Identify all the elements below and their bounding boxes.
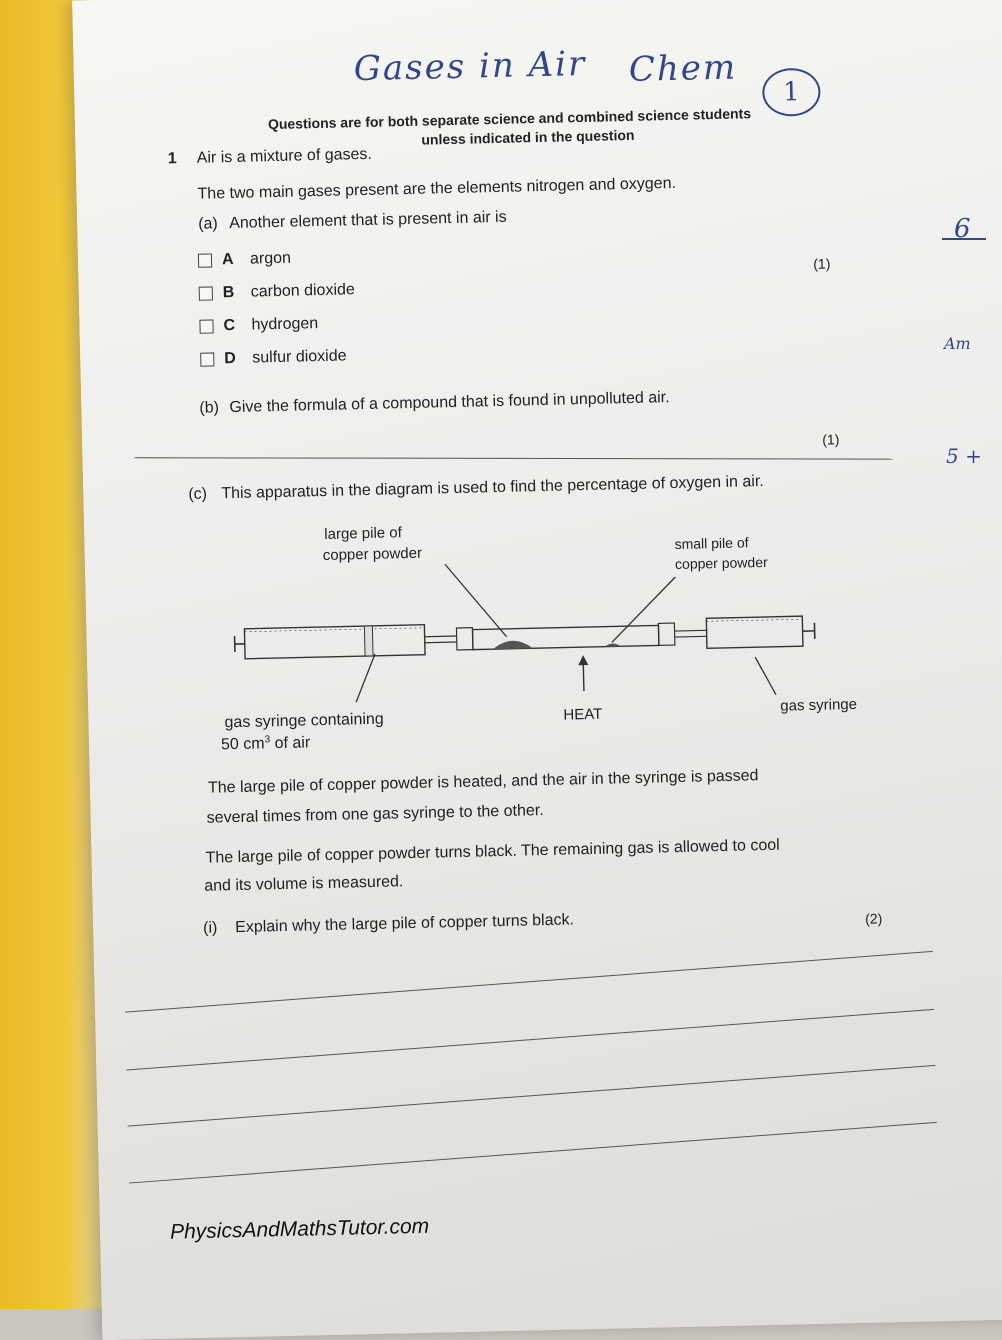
small-copper-pile xyxy=(605,643,621,646)
part-a-label: (a) xyxy=(198,215,218,233)
footer-site: PhysicsAndMathsTutor.com xyxy=(170,1215,430,1245)
part-c-label: (c) xyxy=(188,486,207,504)
header-line-2: unless indicated in the question xyxy=(421,127,634,148)
option-d-letter: D xyxy=(224,350,242,368)
part-b-answer-line[interactable] xyxy=(134,457,892,459)
option-b-checkbox[interactable] xyxy=(199,286,213,300)
margin-score: 6 xyxy=(954,214,971,244)
option-d-text: sulfur dioxide xyxy=(252,347,347,367)
answer-line-1[interactable] xyxy=(125,951,933,1013)
option-c[interactable] xyxy=(199,315,318,336)
margin-score-underline xyxy=(942,238,986,240)
page-number-circle xyxy=(762,68,821,117)
question-intro-2: The two main gases present are the elements nitrogen and oxygen. xyxy=(197,175,676,204)
paragraph-1-line-1: The large pile of copper powder is heated, and the air in the syringe is passed xyxy=(208,767,759,797)
option-a-text: argon xyxy=(250,250,291,269)
option-b[interactable] xyxy=(199,281,355,303)
option-a-checkbox[interactable] xyxy=(198,253,212,267)
option-c-letter: C xyxy=(223,317,241,335)
label-left-syringe-line2: 50 $cm^3$ of air xyxy=(221,733,311,753)
label-large-pile-line1: large pile of xyxy=(324,524,403,543)
label-right-syringe: gas syringe xyxy=(780,696,857,715)
handwritten-title: Gases in Air xyxy=(353,44,586,89)
option-d[interactable] xyxy=(200,347,347,368)
option-b-letter: B xyxy=(223,284,241,302)
handwritten-subject: Chem xyxy=(628,47,737,89)
answer-line-4[interactable] xyxy=(129,1122,937,1184)
sub-i-text: Explain why the large pile of copper turns black. xyxy=(235,911,574,937)
header-line-1: Questions are for both separate science and combined science students xyxy=(268,105,751,132)
worksheet-page xyxy=(72,0,1002,1340)
sub-i-label: (i) xyxy=(203,919,218,937)
label-small-pile-line2: copper powder xyxy=(675,554,768,572)
sub-i-marks: (2) xyxy=(865,910,882,926)
option-d-checkbox[interactable] xyxy=(200,352,214,366)
question-intro: Air is a mixture of gases. xyxy=(197,146,373,168)
margin-mark: 5 + xyxy=(946,444,982,468)
pointer-small-pile xyxy=(610,577,676,642)
option-a-letter: A xyxy=(222,251,240,269)
label-large-pile-line2: copper powder xyxy=(323,545,423,564)
question-number: 1 xyxy=(168,150,177,168)
label-left-syringe-line1: gas syringe containing xyxy=(224,711,384,732)
page-number: 1 xyxy=(783,77,800,107)
large-copper-pile xyxy=(493,640,533,649)
label-heat: HEAT xyxy=(563,706,602,724)
reaction-tube xyxy=(472,625,658,649)
part-a-marks: (1) xyxy=(813,255,830,271)
pointer-large-pile xyxy=(445,563,507,638)
option-c-text: hydrogen xyxy=(251,315,318,335)
option-a[interactable] xyxy=(198,250,291,270)
answer-line-2[interactable] xyxy=(126,1009,934,1071)
part-c-text: This apparatus in the diagram is used to find the percentage of oxygen in air. xyxy=(221,473,764,503)
part-b-text: Give the formula of a compound that is found in unpolluted air. xyxy=(229,389,670,417)
paragraph-1-line-2: several times from one gas syringe to the other. xyxy=(207,802,544,828)
left-gas-syringe xyxy=(234,624,473,659)
pointer-left-syringe xyxy=(355,654,376,702)
part-a-text: Another element that is present in air is xyxy=(229,209,507,233)
part-b-label: (b) xyxy=(199,399,219,417)
right-gas-syringe xyxy=(658,616,815,650)
paragraph-2-line-1: The large pile of copper powder turns black. The remaining gas is allowed to cool xyxy=(205,837,780,868)
part-b-marks: (1) xyxy=(822,431,839,447)
apparatus-diagram xyxy=(204,502,889,757)
label-small-pile-line1: small pile of xyxy=(674,534,748,552)
margin-note: Am xyxy=(944,334,971,353)
pointer-right-syringe xyxy=(755,657,776,695)
paragraph-2-line-2: and its volume is measured. xyxy=(204,873,404,896)
answer-line-3[interactable] xyxy=(128,1065,936,1127)
option-b-text: carbon dioxide xyxy=(251,281,355,301)
heat-arrow xyxy=(578,655,589,691)
option-c-checkbox[interactable] xyxy=(199,319,213,333)
